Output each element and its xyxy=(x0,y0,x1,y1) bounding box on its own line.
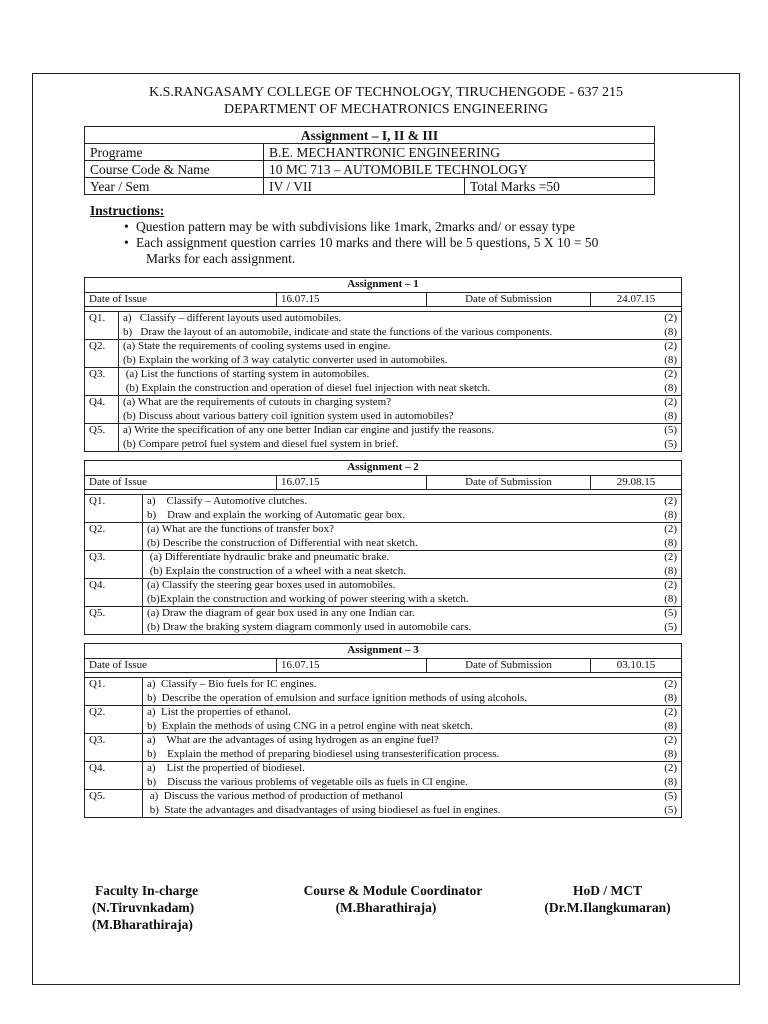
question-part-b: (b) Explain the construction and operation of diesel fuel injection with neat sketch. xyxy=(123,381,491,394)
marks-a: (5) xyxy=(664,790,678,802)
marks-a: (5) xyxy=(664,424,678,436)
question-number: Q1. xyxy=(85,495,143,523)
question-part-b: (b) Discuss about various battery coil ignition system used in automobiles? xyxy=(123,409,454,422)
question-row xyxy=(85,368,682,396)
coordinator-name: (M.Bharathiraja) xyxy=(335,900,437,915)
hod-role: HoD / MCT xyxy=(573,883,642,898)
marks-b: (8) xyxy=(664,691,678,704)
course-info-table xyxy=(84,126,655,195)
question-part-b: b) Explain the methods of using CNG in a petrol engine with neat sketch. xyxy=(147,719,473,732)
coordinator-signature-block xyxy=(293,882,493,916)
department-name: DEPARTMENT OF MECHATRONICS ENGINEERING xyxy=(224,102,548,117)
assignment-title: Assignment – 1 xyxy=(85,278,682,293)
marks-a: (2) xyxy=(664,312,678,324)
faculty-role: Faculty In-charge xyxy=(95,883,199,898)
question-part-b: b) Describe the operation of emulsion and surface ignition methods of using alcohols. xyxy=(147,691,528,704)
question-part-b: (b) Describe the construction of Differential with neat sketch. xyxy=(147,536,418,549)
marks-b: (8) xyxy=(664,592,678,605)
question-row xyxy=(85,523,682,551)
faculty-name: (M.Bharathiraja) xyxy=(92,917,193,932)
marks-b: (8) xyxy=(664,536,678,549)
question-part-a: a) What are the advantages of using hydrogen as an engine fuel? xyxy=(147,734,439,746)
question-part-a: (a) What are the functions of transfer box? xyxy=(147,523,335,535)
instructions xyxy=(90,203,598,267)
question-part-b: (b) Explain the working of 3 way catalytic converter used in automobiles. xyxy=(123,353,448,366)
question-row xyxy=(85,312,682,340)
submission-label: Date of Submission xyxy=(427,475,591,490)
question-part-a: a) Write the specification of any one better Indian car engine and justify the reasons. xyxy=(123,424,495,436)
faculty-signature-block xyxy=(92,882,198,933)
question-part-b: b) State the advantages and disadvantages of using biodiesel as fuel in engines. xyxy=(147,803,501,816)
issue-label: Date of Issue xyxy=(85,292,277,307)
assignment-set-title: Assignment – I, II & III xyxy=(85,127,655,144)
instruction-item: • Each assignment question carries 10 marks and there will be 5 questions, 5 X 10 = 50 xyxy=(126,235,598,251)
marks-a: (5) xyxy=(664,607,678,619)
marks-b: (5) xyxy=(664,803,678,816)
marks-a: (2) xyxy=(664,495,678,507)
question-part-a: (a) Draw the diagram of gear box used in any one Indian car. xyxy=(147,607,415,619)
assignment-2-table xyxy=(84,460,682,635)
question-number: Q3. xyxy=(85,368,119,396)
question-number: Q3. xyxy=(85,551,143,579)
marks-a: (2) xyxy=(664,734,678,746)
question-number: Q3. xyxy=(85,734,143,762)
question-part-a: (a) Differentiate hydraulic brake and pneumatic brake. xyxy=(147,551,390,563)
marks-b: (8) xyxy=(664,353,678,366)
question-row xyxy=(85,551,682,579)
marks-a: (2) xyxy=(664,706,678,718)
question-number: Q2. xyxy=(85,523,143,551)
year-value: IV / VII xyxy=(264,178,465,195)
submission-label: Date of Submission xyxy=(427,658,591,673)
marks-b: (8) xyxy=(664,325,678,338)
marks-b: (5) xyxy=(664,620,678,633)
marks-a: (2) xyxy=(664,523,678,535)
assignment-title: Assignment – 3 xyxy=(85,644,682,659)
assignment-1-table xyxy=(84,277,682,452)
coordinator-role: Course & Module Coordinator xyxy=(303,883,483,898)
question-row xyxy=(85,424,682,452)
question-part-a: (a) Classify the steering gear boxes used in automobiles. xyxy=(147,579,396,591)
faculty-name: (N.Tiruvnkadam) xyxy=(92,900,195,915)
question-part-a: (a) What are the requirements of cutouts in charging system? xyxy=(123,396,392,408)
question-part-b: (b) Explain the construction of a wheel with a neat sketch. xyxy=(147,564,407,577)
marks-b: (8) xyxy=(664,409,678,422)
issue-label: Date of Issue xyxy=(85,475,277,490)
marks-a: (2) xyxy=(664,551,678,563)
question-row xyxy=(85,734,682,762)
question-row xyxy=(85,495,682,523)
marks-b: (8) xyxy=(664,775,678,788)
question-part-b: (b)Explain the construction and working of power steering with a sketch. xyxy=(147,592,469,605)
question-part-b: b) Draw the layout of an automobile, indicate and state the functions of the various components. xyxy=(123,325,553,338)
course-label: Course Code & Name xyxy=(85,161,264,178)
issue-date: 16.07.15 xyxy=(277,475,427,490)
marks-b: (8) xyxy=(664,381,678,394)
marks-b: (8) xyxy=(664,508,678,521)
assignment-3-table xyxy=(84,643,682,818)
programe-label: Programe xyxy=(85,144,264,161)
marks-a: (2) xyxy=(664,678,678,690)
question-number: Q5. xyxy=(85,424,119,452)
marks-a: (2) xyxy=(664,762,678,774)
question-number: Q1. xyxy=(85,678,143,706)
hod-signature-block xyxy=(530,882,685,916)
question-part-b: b) Explain the method of preparing biodiesel using transesterification process. xyxy=(147,747,500,760)
question-number: Q4. xyxy=(85,579,143,607)
submission-label: Date of Submission xyxy=(427,292,591,307)
question-number: Q5. xyxy=(85,607,143,635)
question-part-a: a) Classify – Automotive clutches. xyxy=(147,495,308,507)
question-row xyxy=(85,396,682,424)
question-row xyxy=(85,607,682,635)
instruction-item-continued: Marks for each assignment. xyxy=(146,251,296,266)
submission-date: 29.08.15 xyxy=(591,475,682,490)
college-name: K.S.RANGASAMY COLLEGE OF TECHNOLOGY, TIRUCHENGODE - 637 215 xyxy=(149,85,623,100)
issue-date: 16.07.15 xyxy=(277,292,427,307)
question-number: Q4. xyxy=(85,762,143,790)
question-part-b: (b) Compare petrol fuel system and diesel fuel system in brief. xyxy=(123,437,399,450)
year-label: Year / Sem xyxy=(85,178,264,195)
total-marks: Total Marks =50 xyxy=(465,178,655,195)
question-part-b: b) Draw and explain the working of Automatic gear box. xyxy=(147,508,406,521)
course-value: 10 MC 713 – AUTOMOBILE TECHNOLOGY xyxy=(264,161,655,178)
question-part-a: a) List the propertied of biodiesel. xyxy=(147,762,305,774)
marks-b: (8) xyxy=(664,719,678,732)
issue-date: 16.07.15 xyxy=(277,658,427,673)
question-row xyxy=(85,706,682,734)
submission-date: 24.07.15 xyxy=(591,292,682,307)
marks-b: (8) xyxy=(664,564,678,577)
marks-a: (2) xyxy=(664,368,678,380)
question-row xyxy=(85,678,682,706)
marks-a: (2) xyxy=(664,396,678,408)
question-row xyxy=(85,340,682,368)
marks-b: (5) xyxy=(664,437,678,450)
instruction-item: • Question pattern may be with subdivisions like 1mark, 2marks and/ or essay type xyxy=(126,219,598,235)
question-part-a: (a) State the requirements of cooling systems used in engine. xyxy=(123,340,391,352)
question-number: Q2. xyxy=(85,340,119,368)
question-number: Q1. xyxy=(85,312,119,340)
programe-value: B.E. MECHANTRONIC ENGINEERING xyxy=(264,144,655,161)
question-part-a: a) Discuss the various method of production of methanol xyxy=(147,790,404,802)
marks-a: (2) xyxy=(664,340,678,352)
question-part-b: (b) Draw the braking system diagram commonly used in automobile cars. xyxy=(147,620,472,633)
marks-a: (2) xyxy=(664,579,678,591)
question-number: Q5. xyxy=(85,790,143,818)
question-row xyxy=(85,762,682,790)
question-row xyxy=(85,790,682,818)
question-part-b: b) Discuss the various problems of vegetable oils as fuels in CI engine. xyxy=(147,775,468,788)
assignment-title: Assignment – 2 xyxy=(85,461,682,476)
question-part-a: a) Classify – Bio fuels for IC engines. xyxy=(147,678,317,690)
issue-label: Date of Issue xyxy=(85,658,277,673)
question-number: Q2. xyxy=(85,706,143,734)
hod-name: (Dr.M.Ilangkumaran) xyxy=(544,900,671,915)
instructions-title: Instructions: xyxy=(90,203,165,218)
marks-b: (8) xyxy=(664,747,678,760)
submission-date: 03.10.15 xyxy=(591,658,682,673)
question-part-a: (a) List the functions of starting system in automobiles. xyxy=(123,368,370,380)
question-part-a: a) List the properties of ethanol. xyxy=(147,706,291,718)
question-row xyxy=(85,579,682,607)
question-part-a: a) Classify – different layouts used automobiles. xyxy=(123,312,342,324)
question-number: Q4. xyxy=(85,396,119,424)
